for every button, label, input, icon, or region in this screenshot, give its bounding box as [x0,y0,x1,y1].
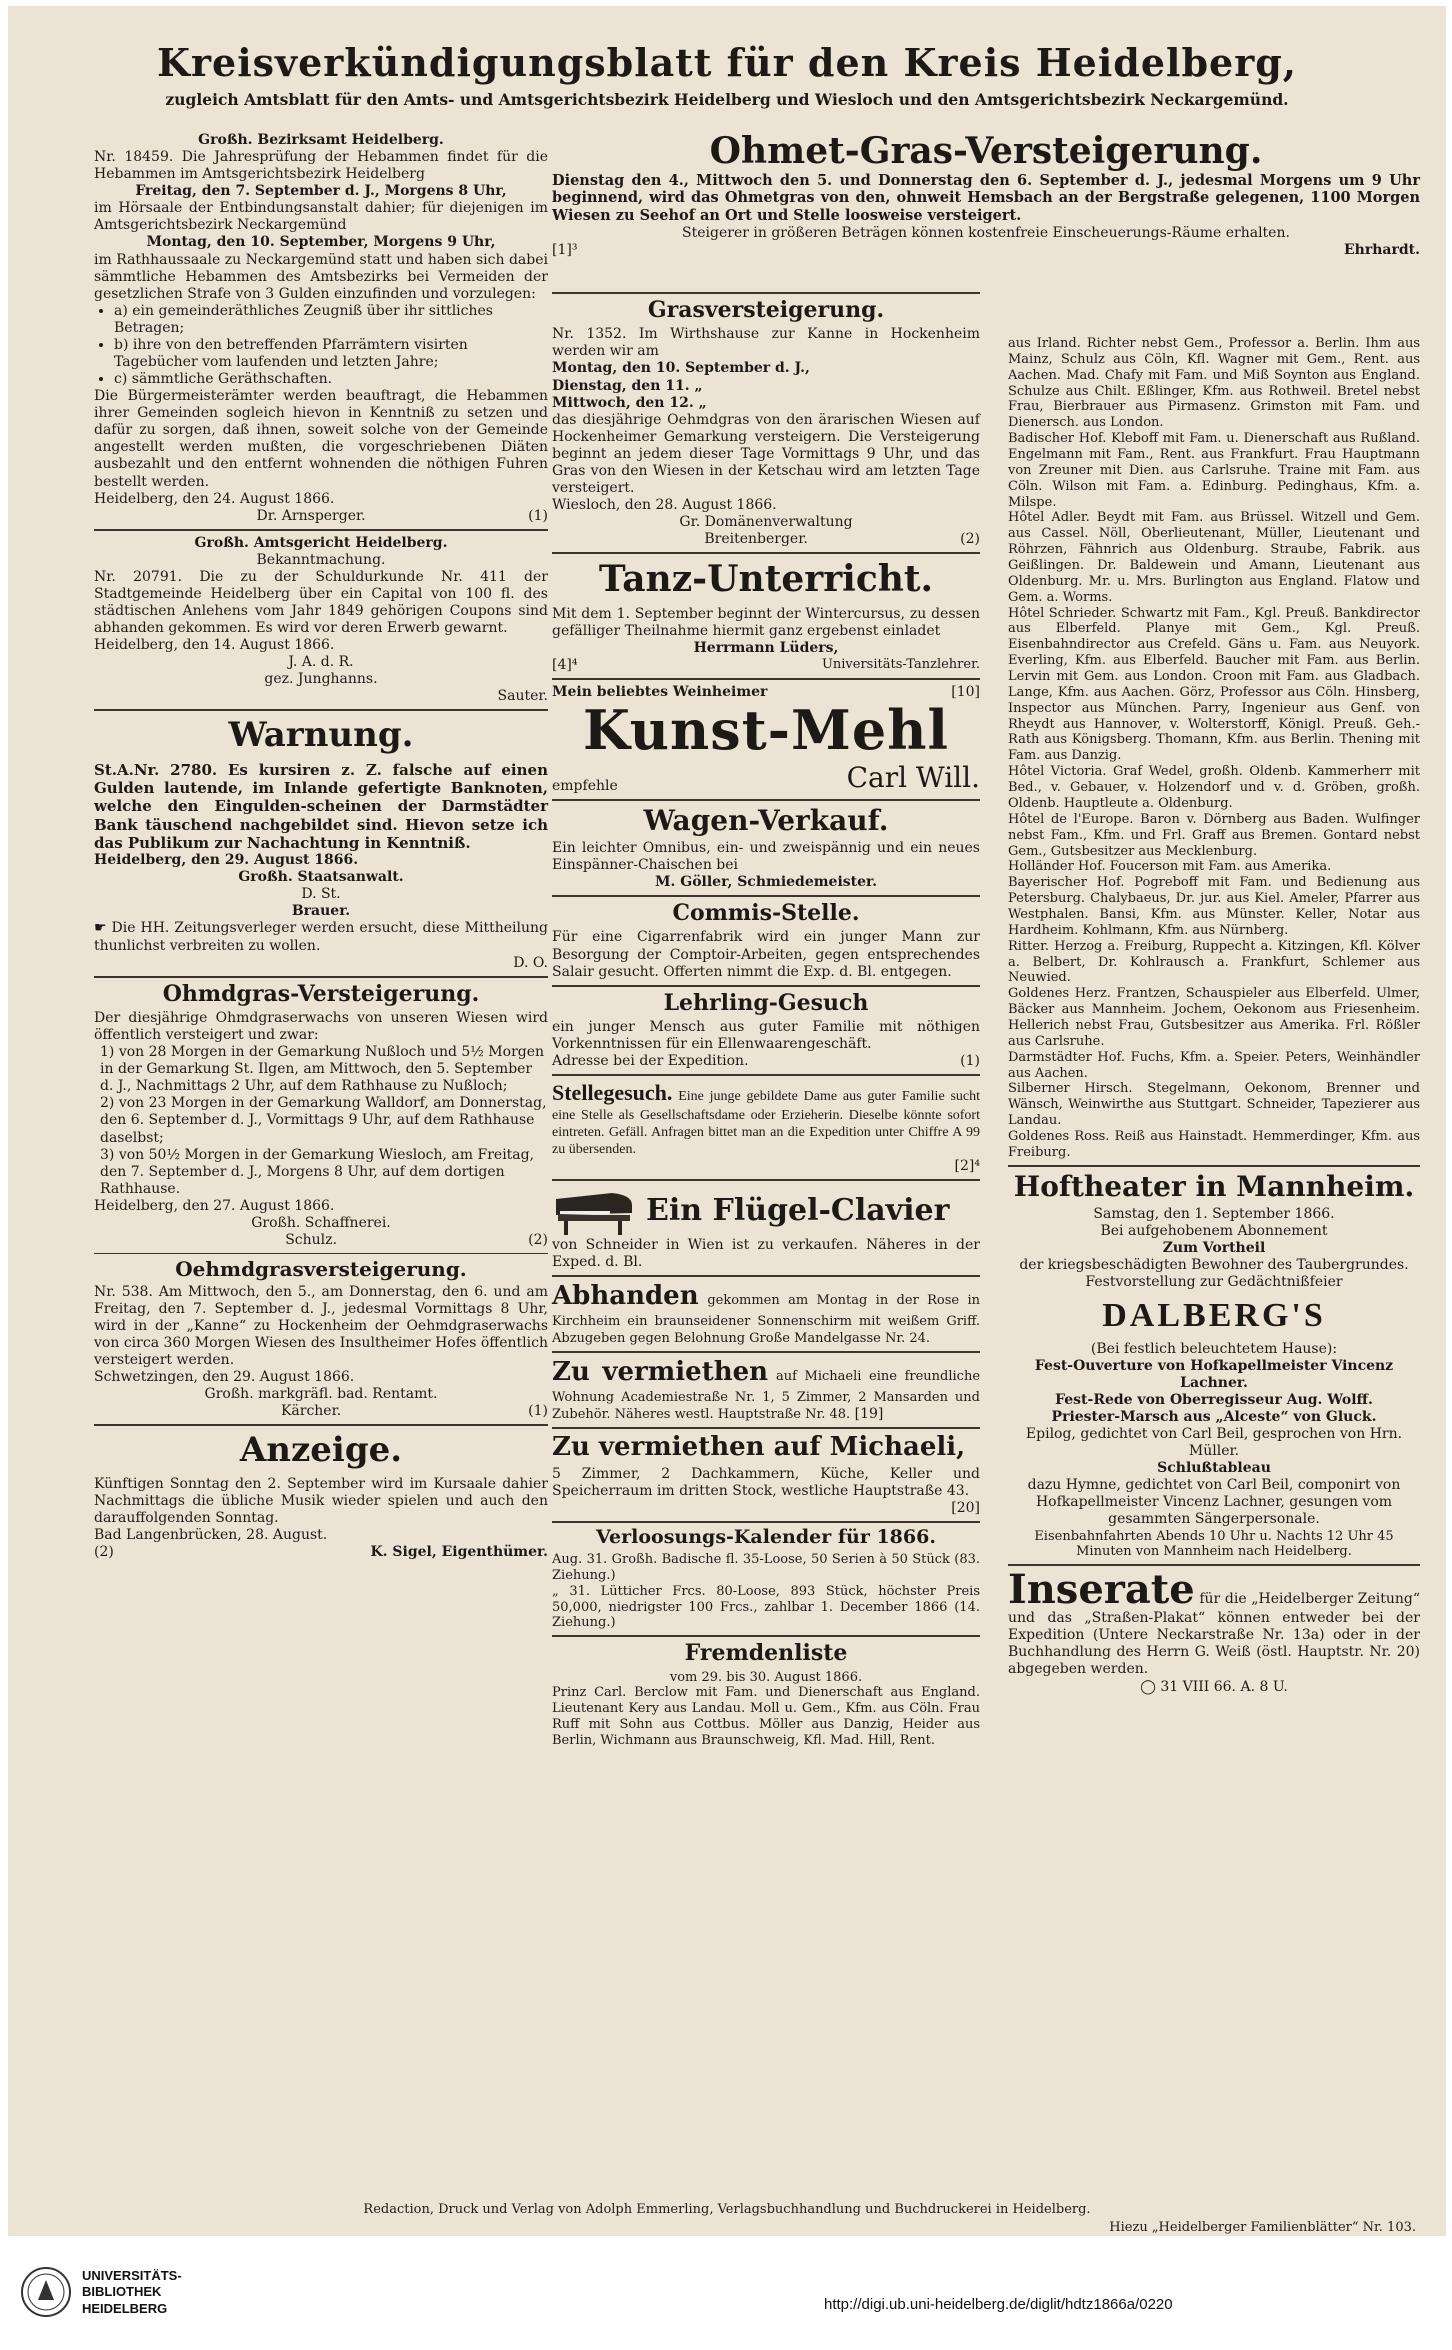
guest-list: Silberner Hirsch. Stegelmann, Oekonom, Brenner und Wänsch, Weinwirthe aus Stuttgart. Schneider, Tapezierer aus Landau. [1008,1081,1420,1129]
imprint: Redaction, Druck und Verlag von Adolph Emmerling, Verlagsbuchhandlung und Buchdruckerei in Heidelberg. [363,2202,1091,2217]
ad-text: auf Michaeli eine freundliche Wohnung Academiestraße Nr. 1, 5 Zimmer, 2 Mansarden und Zubehör. Näheres westl. Hauptstraße Nr. 48. [552,1369,981,1422]
university-seal-icon [20,2266,72,2322]
theatre-line: Fest-Ouverture von Hofkapellmeister Vincenz Lachner. [1034,1357,1394,1391]
guest-list: Bayerischer Hof. Pogreboff mit Fam. und Bedienung aus Petersburg. Chalybaeus, Dr. jur. aus Kiel. Ameler, Pfarrer aus Westphalen. Bansi, Kfm. aus Münster. Keller, Notar aus Hardheim. Kohlmann, Kfm. aus Nürnberg. [1008,875,1420,938]
library-footer-bar [0,2236,1452,2350]
divider [552,678,980,680]
ad-text: Nr. 1352. Im Wirthshause zur Kanne in Hockenheim werden wir am [552,326,980,360]
ad-text: von Schneider in Wien ist zu verkaufen. Näheres in der Exped. d. Bl. [552,1237,980,1271]
list-item: 3) von 50½ Morgen in der Gemarkung Wiesloch, am Freitag, den 7. September d. J., Morgens 8 Uhr, auf dem dortigen Rathhause. [100,1146,535,1197]
ad-text: das diesjährige Oehmdgras von den ärarischen Wiesen auf Hockenheimer Gemarkung versteigern. Die Versteigerung beginnt an jedem dieser Tage Vormittags 9 Uhr, und das Gras von den Wiesen in der Ketschau wird am letzten Tage versteigert. [552,411,980,496]
ad-heading: Ein Flügel-Clavier [646,1192,950,1228]
notice-signature: gez. Junghanns. [264,671,378,688]
theatre-line: der kriegsbeschädigten Bewohner des Taubergrundes. [1019,1257,1409,1274]
notice-text: ☛ Die HH. Zeitungsverleger werden ersucht, diese Mittheilung thunlichst verbreiten zu wollen. [94,920,548,954]
theatre-line: Epilog, gedichtet von Carl Beil, gesprochen von Hrn. Müller. [1025,1426,1403,1460]
ad-text: ein junger Mensch aus guter Familie mit nöthigen Vorkenntnissen für ein Ellenwaarengeschäft. [552,1018,980,1053]
theatre-line: Priester-Marsch aus „Alceste“ von Gluck. [1051,1408,1377,1425]
theatre-line: Zum Vortheil [1162,1240,1266,1257]
ad-text: Mit dem 1. September beginnt der Wintercursus, zu dessen gefälliger Theilnahme hiermit ganz ergebenst einladet [552,605,980,639]
notice-text: Nr. 18459. Die Jahresprüfung der Hebammen findet für die Hebammen im Amtsgerichtsbezirk Heidelberg [94,149,548,183]
notice-number: (1) [528,507,548,524]
ad-date: Montag, den 10. September d. J., [552,360,810,377]
ad-text: Ein leichter Omnibus, ein- und zweispännig und ein neues Einspänner-Chaischen bei [552,839,980,873]
notice-text: Nr. 538. Am Mittwoch, den 5., am Donnerstag, den 6. und am Freitag, den 7. September d. J., jedesmal Vormittags 8 Uhr, wird in der „Kanne“ zu Hockenheim der Oehmdgraserwachs von circa 360 Morgen Wiesen des Insultheimer Hofes öffentlich versteigert werden. [94,1283,548,1369]
theatre-line: Samstag, den 1. September 1866. [1093,1205,1335,1222]
ad-text: gekommen am Montag in der Rose in Kirchheim ein braunseidener Sonnenschirm mit weißem Griff. Abzugeben gegen Belohnung Große Mandelgasse Nr. 24. [552,1293,980,1347]
ad-signature: Universitäts-Tanzlehrer. [821,656,980,672]
ad-text: 5 Zimmer, 2 Dachkammern, Küche, Keller und Speicherraum im dritten Stock, westliche Hauptstraße 43. [552,1465,980,1499]
list-item: • b) ihre von den betreffenden Pfarrämtern visirten Tagebücher vom laufenden und letzten Jahre; [114,337,548,371]
ad-text: für die „Heidelberger Zeitung“ und das „Straßen-Plakat“ können entweder bei der Expedition (Untere Neckarstraße Nr. 13a) oder in der Buchhandlung des Herrn G. Weiß (östl. Hauptstr. Nr. 20) abgegeben werden. [1008,1591,1421,1678]
notice-signature: Kärcher. [280,1403,342,1420]
piano-icon [552,1185,636,1237]
ad-signature: Breitenberger. [704,531,808,548]
notice-signature: Großh. Staatsanwalt. [238,869,404,886]
ad-signature: Gr. Domänenverwaltung [679,514,853,531]
notice-signature: Großh. Schaffnerei. [251,1214,391,1231]
list-item: 2) von 23 Morgen in der Gemarkung Walldorf, am Donnerstag, den 6. September d. J., Vormittags 9 Uhr, auf dem Rathhause daselbst; [100,1095,547,1146]
divider [552,1074,980,1076]
ad-heading: Commis-Stelle. [672,900,860,927]
divider [94,1424,548,1426]
notice-signature: Brauer. [291,903,351,920]
notice-signature: Sauter. [497,688,548,705]
ad-subheading: vom 29. bis 30. August 1866. [669,1669,863,1685]
notice-place: Heidelberg, den 24. August 1866. [94,490,335,507]
divider [552,1179,980,1181]
ad-date: Dienstag, den 11. „ [552,377,703,394]
ad-text: Für eine Cigarrenfabrik wird ein junger Mann zur Besorgung der Comptoir-Arbeiten, gegen entsprechendes Salair gesucht. Offerten nimmt die Exp. d. Bl. entgegen. [552,929,980,980]
ad-heading: Zu vermiethen [552,1357,769,1388]
ad-heading: Ohmet-Gras-Versteigerung. [709,130,1263,172]
ad-heading: Kunst-Mehl [583,698,949,763]
divider [94,709,548,711]
notice-place: Bad Langenbrücken, 28. August. [94,1526,328,1543]
ad-heading: Lehrling-Gesuch [663,989,869,1016]
divider [94,1253,548,1254]
divider [552,1351,980,1353]
notice-signature: K. Sigel, Eigenthümer. [370,1543,548,1560]
notice-signature: D. O. [513,954,548,971]
ad-signature: Carl Will. [846,761,980,795]
notice-text: Künftigen Sonntag den 2. September wird im Kursaale dahier Nachmittags die übliche Musik wieder spielen und auch den darauffolgenden Sonntag. [94,1475,548,1526]
guest-list: Goldenes Herz. Frantzen, Schauspieler aus Elberfeld. Ulmer, Bäcker aus Mannheim. Jochem, Oekonom aus Friesenheim. Hellerich nebst Frau, Gutsbesitzer aus Amerika. Frl. Rößler aus Carlsruhe. [1008,986,1420,1049]
divider [552,895,980,897]
ad-heading: Inserate [1008,1566,1195,1614]
notice-signature: J. A. d. R. [288,654,354,671]
notice-number: (2) [528,1232,548,1249]
notice-signature: Schulz. [285,1232,337,1249]
guest-list: aus Irland. Richter nebst Gem., Professor a. Berlin. Ihm aus Mainz, Schulz aus Cöln, Kfl. Wagner mit Gem., Rent. aus Aachen. Mad. Chafy mit Fam. und Miß Soynton aus England. Schulze aus Chilt. Eßlinger, Kfm. aus Rothweil. Bretel nebst Frau, Bierbrauer aus Pirmasenz. Grimston mit Fam. und Dienersch. aus London. [1008,336,1420,431]
piano-ad [552,1185,980,1237]
requirements-list [94,303,548,388]
theatre-line: Eisenbahnfahrten Abends 10 Uhr u. Nachts 12 Uhr 45 Minuten von Mannheim nach Heidelberg. [1034,1528,1394,1560]
ad-heading: Wagen-Verkauf. [643,803,889,837]
guest-list: Hôtel Victoria. Graf Wedel, großh. Oldenb. Kammerherr mit Bed., v. Gebauer, v. Holzendorf und v. d. Gröben, großh. Oldenb. Hauptleute a. Oldenburg. [1008,764,1420,811]
divider [552,1427,980,1429]
divider [94,529,548,531]
pointing-hand-icon: ☛ [94,920,112,937]
warning-heading: Warnung. [228,715,414,756]
guest-list: Hôtel de l'Europe. Baron v. Dörnberg aus Baden. Wulfinger nebst Fam., Kfm. und Frl. Graff aus Bremen. Gontard nebst Gem., Gutsbesitzer aus Mecklenburg. [1008,811,1420,859]
auction-heading: Oehmdgrasversteigerung. [175,1256,467,1281]
list-item: 1) von 28 Morgen in der Gemarkung Nußloch und 5½ Morgen in der Gemarkung St. Ilgen, am Mittwoch, den 5. September d. J., Nachmittags 2 Uhr, auf dem Rathhause zu Nußloch; [100,1044,545,1095]
theatre-title: DALBERG'S [1102,1297,1326,1335]
ad-heading: Verloosungs-Kalender für 1866. [596,1526,936,1549]
theatre-line: Bei aufgehobenem Abonnement [1100,1222,1328,1239]
ad-signature: Ehrhardt. [1344,241,1420,258]
theatre-heading: Hoftheater in Mannheim. [1013,1169,1415,1203]
ad-place: Wiesloch, den 28. August 1866. [552,497,777,514]
library-name: UNIVERSITÄTS- BIBLIOTHEK HEIDELBERG [82,2268,182,2316]
ad-number: [4]⁴ [552,656,578,673]
ad-text: Mein beliebtes Weinheimer [552,683,768,700]
divider [552,799,980,801]
ad-number: [2]⁴ [954,1158,980,1174]
guest-list: Prinz Carl. Berclow mit Fam. und Dienerschaft aus England. Lieutenant Kery aus Landau. Moll u. Gem., Kfm. aus Cöln. Frau Ruff mit Sohn aus Cottbus. Möller aus Danzig, Heider aus Berlin, Wichmann aus Braunschweig, Kfl. Mad. Hill, Rent. [552,1685,980,1748]
ad-text: Eine junge gebildete Dame aus guter Familie sucht eine Stelle als Gesellschaftsdame oder Erzieherin. Dieselbe könnte sofort eintreten. Gefäll. Anfragen bittet man an die Expedition unter Chiffre A 99 zu übersenden. [552,1088,981,1157]
divider [552,1275,980,1277]
ad-number: [19] [854,1405,884,1422]
theatre-line: Schlußtableau [1157,1460,1271,1477]
ad-heading: Tanz-Unterricht. [598,558,934,601]
notice-text: im Hörsaale der Entbindungsanstalt dahier; für diejenigen im Amtsgerichtsbezirk Neckargemünd [94,200,548,234]
ad-number: [1]³ [552,241,578,258]
auction-list [94,1044,548,1198]
notice-number: (1) [528,1403,548,1420]
divider [552,985,980,987]
column-left [94,132,548,1561]
column-right [1008,336,1420,1696]
ad-text: Dienstag den 4., Mittwoch den 5. und Donnerstag den 6. September d. J., jedesmal Morgens um 9 Uhr beginnend, wird das Ohmetgras von den, ohnweit Hemsbach an der Bergstraße gelegenen, 1100 Morgen Wiesen zu Seehof an Ort und Stelle loosweise versteigert. [552,171,1420,224]
permalink-url[interactable]: http://digi.ub.uni-heidelberg.de/diglit/hdtz1866a/0220 [824,2296,1173,2313]
ohmet-auction-ad [552,132,1420,282]
newspaper-page [8,6,1446,2236]
masthead-title: Kreisverkündigungsblatt für den Kreis Heidelberg, [156,40,1298,85]
notice-text: Die Bürgermeisterämter werden beauftragt, die Hebammen ihrer Gemeinden sogleich hievon in Kenntniß zu setzen und dafür zu sorgen, daß ihnen, soweit solche von der Gemeinde angestellt werden mußten, die vorgeschriebenen Diäten ausbezahlt und den entfernt wohnenden die nöthigen Fuhren bestellt werden. [94,388,548,490]
theatre-line: Fest-Rede von Oberregisseur Aug. Wolff. [1055,1391,1373,1408]
notice-place: Schwetzingen, den 29. August 1866. [94,1369,355,1386]
notice-heading: Großh. Amtsgericht Heidelberg. [194,534,448,551]
guest-list: Darmstädter Hof. Fuchs, Kfm. a. Speier. Peters, Weinhändler aus Aachen. [1008,1049,1420,1081]
notice-text: Nr. 20791. Die zu der Schuldurkunde Nr. 411 der Stadtgemeinde Heidelberg über ein Capital von 100 fl. des städtischen Anlehens vom Jahr 1849 gehörigen Coupons sind abhanden gekommen. Es wird vor deren Erwerb gewarnt. [94,568,548,636]
notice-number: (2) [94,1543,114,1560]
ad-heading: Zu vermiethen auf Michaeli, [552,1431,966,1462]
ad-heading: Grasversteigerung. [647,297,885,323]
theatre-line: (Bei festlich beleuchtetem Hause): [1090,1340,1338,1357]
notice-place: Heidelberg, den 27. August 1866. [94,1197,335,1214]
supplement-note: Hiezu „Heidelberger Familienblätter“ Nr. 103. [1109,2220,1416,2235]
ad-text: Steigerer in größeren Beträgen können kostenfreie Einscheuerungs-Räume erhalten. [682,224,1290,241]
announcement-heading: Anzeige. [239,1430,403,1471]
divider [552,1521,980,1523]
theatre-line: Festvorstellung zur Gedächtnißfeier [1085,1274,1343,1291]
ad-text: empfehle [552,777,618,794]
ad-heading: Fremdenliste [684,1640,848,1667]
column-middle [552,288,980,1749]
ad-signature: M. Göller, Schmiedemeister. [655,874,877,891]
list-item: • c) sämmtliche Geräthschaften. [114,371,548,388]
ad-heading: Abhanden [552,1281,699,1312]
notice-place: Heidelberg, den 14. August 1866. [94,636,335,653]
notice-text: St.A.Nr. 2780. Es kursiren z. Z. falsche auf einen Gulden lautende, im Inlande gefertigte Banknoten, welche den Eingulden-scheinen der Darmstädter Bank täuschend nachgebildet sind. Hievon setze ich das Publikum zur Nachachtung in Kenntniß. [94,760,548,852]
ad-heading: Stellegesuch. [552,1079,673,1105]
notice-date: Freitag, den 7. September d. J., Morgens 8 Uhr, [135,183,507,200]
divider [552,292,980,294]
notice-heading: Großh. Bezirksamt Heidelberg. [198,132,444,148]
guest-list: Hôtel Adler. Beydt mit Fam. aus Brüssel. Witzell und Gem. aus Cassel. Nöll, Oberlieutenant, Müller, Lieutenant und Röhrzen, Fähnrich aus Oldenburg. Straube, Fabrik. aus Geißlingen. Dr. Baldewein und Amann, Lieutenant aus Oldenburg. Mr. u. Mrs. Burlington aus England. Flatow und Gem. a. Worms. [1008,510,1420,605]
guest-list: Hôtel Schrieder. Schwartz mit Fam., Kgl. Preuß. Bankdirector aus Elberfeld. Planye mit Gem., Kgl. Preuß. Eisenbahndirector aus Crefeld. Gäns u. Fam. aus Neuyork. Everling, Kfm. aus Elberfeld. Baucher mit Fam. aus Berlin. Lervin mit Gem. aus London. Croon mit Fam. aus Gladbach. Lange, Kfm. aus Aachen. Görz, Professor aus Cöln. Hinsberg, Inspector aus München. Parry, Ingenieur aus Genf. von Rheydt aus Hannover, v. Wolterstorff, Königl. Preuß. Geh.-Rath aus Königsberg. Thomann, Kfm. aus Berlin. Thening mit Fam. aus Danzig. [1008,605,1420,764]
notice-subheading: Bekanntmachung. [256,551,386,568]
ad-date: Mittwoch, den 12. „ [552,394,707,411]
divider [1008,1165,1420,1167]
guest-list: Holländer Hof. Foucerson mit Fam. aus Amerika. [1008,859,1332,875]
notice-signature: Großh. markgräfl. bad. Rentamt. [204,1386,438,1403]
guest-list: Ritter. Herzog a. Freiburg, Ruppecht a. Kitzingen, Kfl. Kölver a. Belbert, Dr. Kohlrausch a. Frankfurt, Schlemer aus Neuwied. [1008,938,1420,986]
notice-date: Montag, den 10. September, Morgens 9 Uhr, [146,234,496,251]
ad-signature: Herrmann Lüders, [693,639,839,656]
notice-text: Der diesjährige Ohmdgraserwachs von unseren Wiesen wird öffentlich versteigert und zwar: [94,1010,548,1044]
notice-place: Heidelberg, den 29. August 1866. [94,852,359,869]
notice-signature: Dr. Arnsperger. [256,507,366,524]
ad-number: [10] [951,683,980,700]
divider [552,552,980,554]
ad-number: (1) [960,1053,980,1070]
divider [94,976,548,978]
ad-number: [20] [951,1500,980,1517]
list-item: • a) ein gemeinderäthliches Zeugniß über ihr sittliches Betragen; [114,303,548,337]
list-item: „ 31. Lütticher Frcs. 80-Loose, 893 Stück, höchster Preis 50,000, niedrigster 100 Frcs., zahlbar 1. December 1866 (14. Ziehung.) [552,1583,980,1631]
auction-heading: Ohmdgras-Versteigerung. [162,980,480,1007]
guest-list: Badischer Hof. Kleboff mit Fam. u. Dienerschaft aus Rußland. Engelmann mit Fam., Rent. aus Frankfurt. Frau Hauptmann von Zreuner mit Dien. aus Carlsruhe. Traine mit Fam. aus Cöln. Wilson mit Fam. a. Edinburg. Pedinghaus, Kfm. a. Milspe. [1008,431,1420,510]
ad-text: Adresse bei der Expedition. [552,1053,749,1070]
list-item: Aug. 31. Großh. Badische fl. 35-Loose, 50 Serien à 50 Stück (83. Ziehung.) [552,1551,980,1583]
ad-number: (2) [960,531,980,548]
theatre-line: dazu Hymne, gedichtet von Carl Beil, componirt von Hofkapellmeister Vincenz Lachner, gesungen vom gesammten Sängerpersonale. [1027,1477,1401,1528]
notice-text: im Rathhaussaale zu Neckargemünd statt und haben sich dabei sämmtliche Hebammen des Amtsbezirks bei Vermeiden der gesetzlichen Strafe von 3 Gulden einzufinden und vorzulegen: [94,251,548,302]
notice-signature: D. St. [301,886,341,903]
divider [552,1635,980,1637]
guest-list: Goldenes Ross. Reiß aus Hainstadt. Hemmerdinger, Kfm. aus Freiburg. [1008,1128,1420,1160]
ad-footnote: ◯ 31 VIII 66. A. 8 U. [1140,1678,1288,1695]
masthead-subtitle: zugleich Amtsblatt für den Amts- und Amtsgerichtsbezirk Heidelberg und Wiesloch und den Amtsgerichtsbezirk Neckargemünd. [165,90,1289,109]
